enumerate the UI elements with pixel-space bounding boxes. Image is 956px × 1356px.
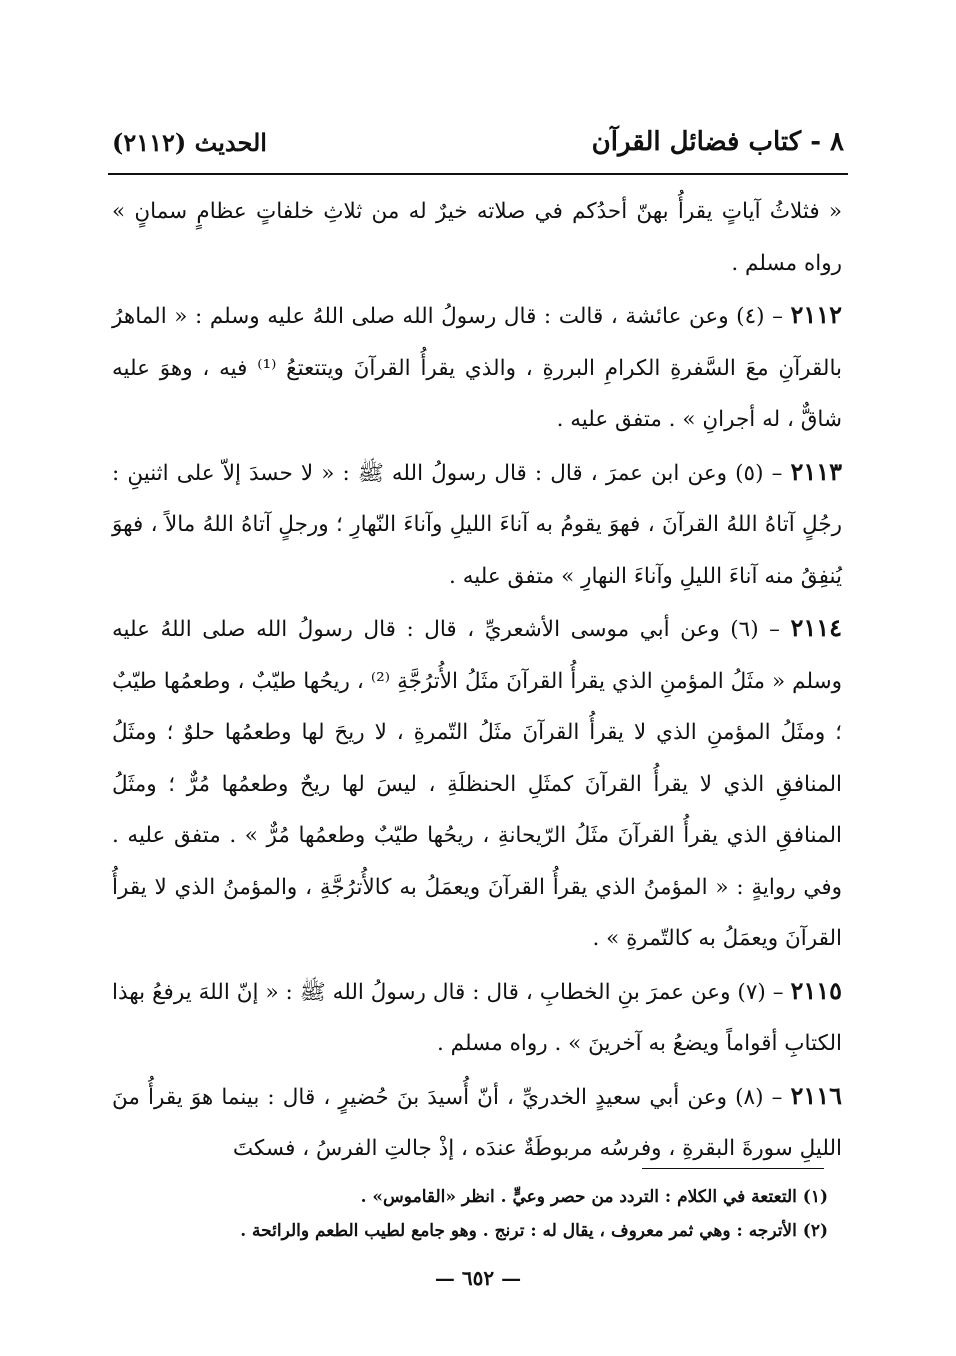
hadith-number: ٢١١٣ bbox=[790, 456, 842, 486]
paragraph-text: – (٨) وعن أبي سعيدٍ الخدريِّ ، أنّ أُسيدَ بنَ حُضيرٍ ، قال : بينما هوَ يقرأُ منَ الليلِ سورةَ البقرةِ ، وفرسُه مربوطَةٌ عندَه ، إذْ جالتِ الفرسُ ، فسكتَ bbox=[112, 1084, 842, 1161]
footnote-divider bbox=[642, 1168, 824, 1169]
header-divider bbox=[108, 173, 848, 175]
footnote: (١) التعتعة في الكلام : التردد من حصر وعيٍّ . انظر «القاموس» . bbox=[360, 1187, 828, 1207]
book-title: ٨ - كتاب فضائل القرآن bbox=[591, 127, 844, 157]
hadith-paragraph bbox=[112, 289, 842, 446]
hadith-paragraph bbox=[112, 446, 842, 603]
page-header bbox=[112, 120, 844, 164]
page-number: — ٦٥٢ — bbox=[434, 1266, 522, 1290]
hadith-number: ٢١١٥ bbox=[790, 975, 842, 1005]
paragraph-text: – (٤) وعن عائشة ، قالت : قال رسولُ الله صلى اللهُ عليه وسلم : « الماهرُ بالقرآنِ معَ السَّفرةِ الكرامِ البررةِ ، والذي يقرأُ القرآنَ ويتتعتعُ ⁽¹⁾ فيه ، وهوَ عليه شاقٌّ ، له أجرانِ » . متفق عليه . bbox=[112, 304, 842, 432]
main-text bbox=[112, 186, 842, 1175]
footnote: (٢) الأترجه : وهي ثمر معروف ، يقال له : ترنج . وهو جامع لطيب الطعم والرائحة . bbox=[240, 1221, 828, 1241]
hadith-number: ٢١١٢ bbox=[790, 300, 842, 329]
hadith-number: ٢١١٦ bbox=[790, 1080, 842, 1110]
hadith-paragraph bbox=[112, 1070, 842, 1175]
paragraph-text: – (٧) وعن عمرَ بنِ الخطابِ ، قال : قال رسولُ الله ﷺ : « إنّ اللهَ يرفعُ بهذا الكتابِ أقواماً ويضعُ به آخرينَ » . رواه مسلم . bbox=[112, 979, 842, 1056]
paragraph-text: « فثلاثُ آياتٍ يقرأُ بهنّ أحدُكم في صلاته خيرٌ له من ثلاثِ خلفاتٍ عظامٍ سمانٍ » رواه مسلم . bbox=[112, 199, 842, 276]
hadith-range: الحديث (٢١١٢) bbox=[112, 127, 267, 157]
footnotes bbox=[130, 1180, 828, 1248]
hadith-paragraph bbox=[112, 965, 842, 1070]
paragraph-text: – (٥) وعن ابن عمرَ ، قال : قال رسولُ الله ﷺ : « لا حسدَ إلاّ على اثنينِ : رجُلٍ آتاهُ اللهُ القرآنَ ، فهوَ يقومُ به آناءَ الليلِ وآناءَ النّهارِ ؛ ورجلٍ آتاهُ اللهُ مالاً ، فهوَ يُنفِقُ منه آناءَ الليلِ وآناءَ النهارِ » متفق عليه . bbox=[112, 460, 842, 589]
hadith-number: ٢١١٤ bbox=[790, 613, 842, 642]
paragraph-text: – (٦) وعن أبي موسى الأشعريِّ ، قال : قال رسولُ الله صلى اللهُ عليه وسلم « مثَلُ المؤمنِ الذي يقرأُ القرآنَ مثَلُ الأُترُجَّةِ ⁽²⁾ ، ريحُها طيّبٌ ، وطعمُها طيّبٌ ؛ ومثَلُ المؤمنِ الذي لا يقرأُ القرآنَ مثَلُ التّمرةِ ، لا ريحَ لها وطعمُها حلوٌ ؛ ومثَلُ المنافقِ الذي لا يقرأُ القرآنَ كمثَلِ الحنظلَةِ ، ليسَ لها ريحٌ وطعمُها مُرٌّ ؛ ومثَلُ المنافقِ الذي يقرأُ القرآنَ مثَلُ الرّيحانةِ ، ريحُها طيّبٌ وطعمُها مُرٌّ » . متفق عليه . وفي روايةٍ : « المؤمنُ الذي يقرأُ القرآنَ ويعمَلُ به كالأُترُجَّةِ ، والمؤمنُ الذي لا يقرأُ القرآنَ ويعمَلُ به كالتّمرةِ » . bbox=[112, 617, 842, 951]
paragraph-continuation bbox=[112, 186, 842, 289]
hadith-paragraph bbox=[112, 602, 842, 965]
